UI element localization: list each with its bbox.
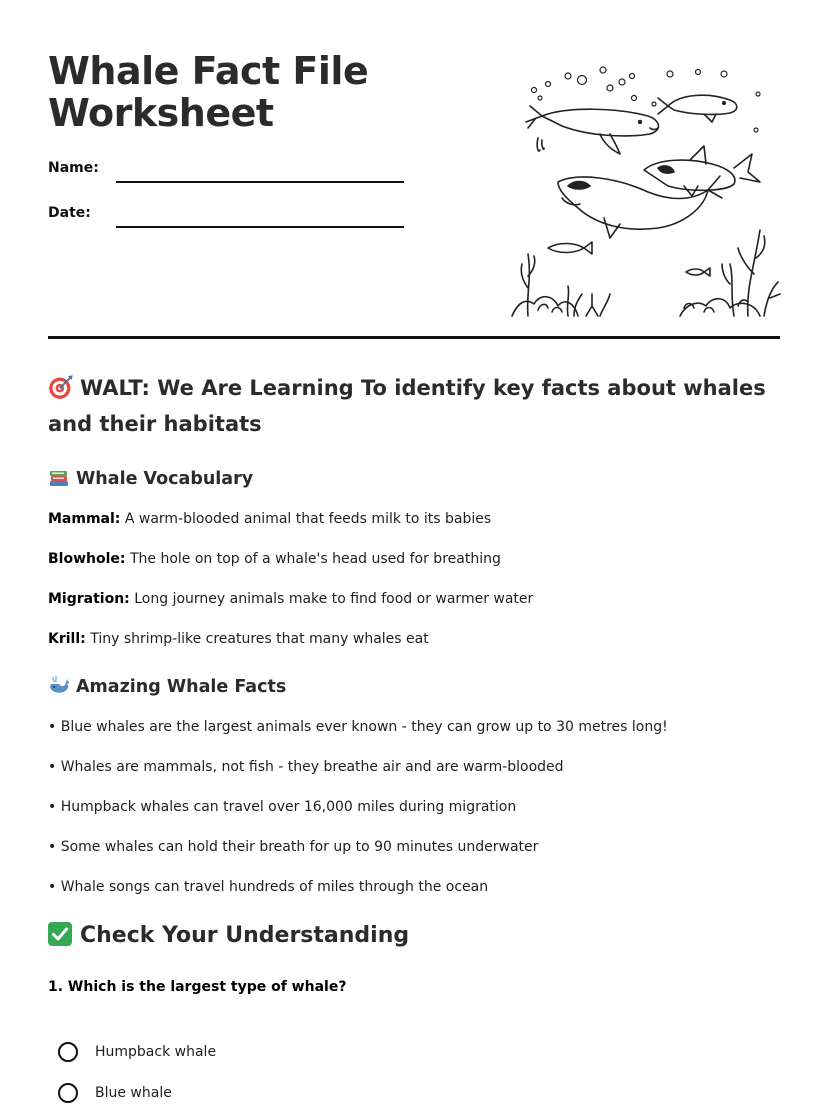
large-orca-icon	[558, 176, 722, 238]
fact-item: • Whale songs can travel hundreds of miles through the ocean	[48, 879, 489, 895]
vocab-term: Blowhole:	[48, 551, 126, 567]
vocab-term: Krill:	[48, 631, 86, 647]
fact-item: • Whales are mammals, not fish - they breathe air and are warm-blooded	[48, 759, 564, 775]
radio-button[interactable]	[58, 1042, 78, 1062]
vocab-item-blowhole	[48, 551, 501, 567]
name-field[interactable]	[116, 181, 404, 183]
fact-item: • Humpback whales can travel over 16,000 miles during migration	[48, 799, 517, 815]
vocab-term: Mammal:	[48, 511, 121, 527]
books-icon	[48, 466, 70, 488]
seaweed-right-icon	[680, 230, 780, 316]
facts-heading-text: Amazing Whale Facts	[76, 677, 287, 697]
target-icon	[48, 374, 74, 400]
vocab-term: Migration:	[48, 591, 130, 607]
page-title: Whale Fact File Worksheet	[48, 49, 369, 135]
name-label: Name:	[48, 160, 99, 176]
vocab-definition: The hole on top of a whale's head used for breathing	[129, 551, 501, 567]
small-whale-icon	[658, 95, 737, 122]
fish-icon	[548, 242, 710, 276]
vocab-item-migration	[48, 591, 533, 607]
option-humpback-whale[interactable]	[58, 1040, 216, 1064]
vocab-definition: Long journey animals make to find food or warmer water	[134, 591, 534, 607]
check-mark-icon	[48, 922, 72, 946]
vocabulary-heading-text: Whale Vocabulary	[76, 469, 254, 489]
option-label: Blue whale	[95, 1085, 172, 1101]
date-field[interactable]	[116, 226, 404, 228]
check-heading-text: Check Your Understanding	[80, 923, 410, 948]
fact-item: • Some whales can hold their breath for up to 90 minutes underwater	[48, 839, 539, 855]
facts-heading	[48, 674, 286, 697]
radio-button[interactable]	[58, 1083, 78, 1103]
vocab-item-mammal	[48, 511, 491, 527]
whale-icon	[48, 674, 70, 696]
vocab-item-krill	[48, 631, 429, 647]
question-1: 1. Which is the largest type of whale?	[48, 979, 347, 995]
ocean-whales-illustration	[508, 58, 784, 320]
walt-text: WALT: We Are Learning To identify key facts about whales and their habitats	[48, 376, 766, 436]
bubbles-icon	[532, 67, 761, 132]
option-label: Humpback whale	[95, 1044, 217, 1060]
vocabulary-heading	[48, 466, 253, 489]
date-label: Date:	[48, 205, 91, 221]
check-heading	[48, 922, 409, 948]
vocab-definition: Tiny shrimp-like creatures that many whales eat	[90, 631, 429, 647]
fact-item: • Blue whales are the largest animals ever known - they can grow up to 30 metres long!	[48, 719, 668, 735]
seaweed-left-icon	[512, 254, 610, 316]
section-divider	[48, 336, 780, 339]
orca-whale-icon	[644, 146, 760, 196]
humpback-whale-icon	[526, 106, 658, 154]
option-blue-whale[interactable]	[58, 1081, 172, 1105]
vocab-definition: A warm-blooded animal that feeds milk to its babies	[124, 511, 492, 527]
walt-heading	[48, 370, 788, 442]
